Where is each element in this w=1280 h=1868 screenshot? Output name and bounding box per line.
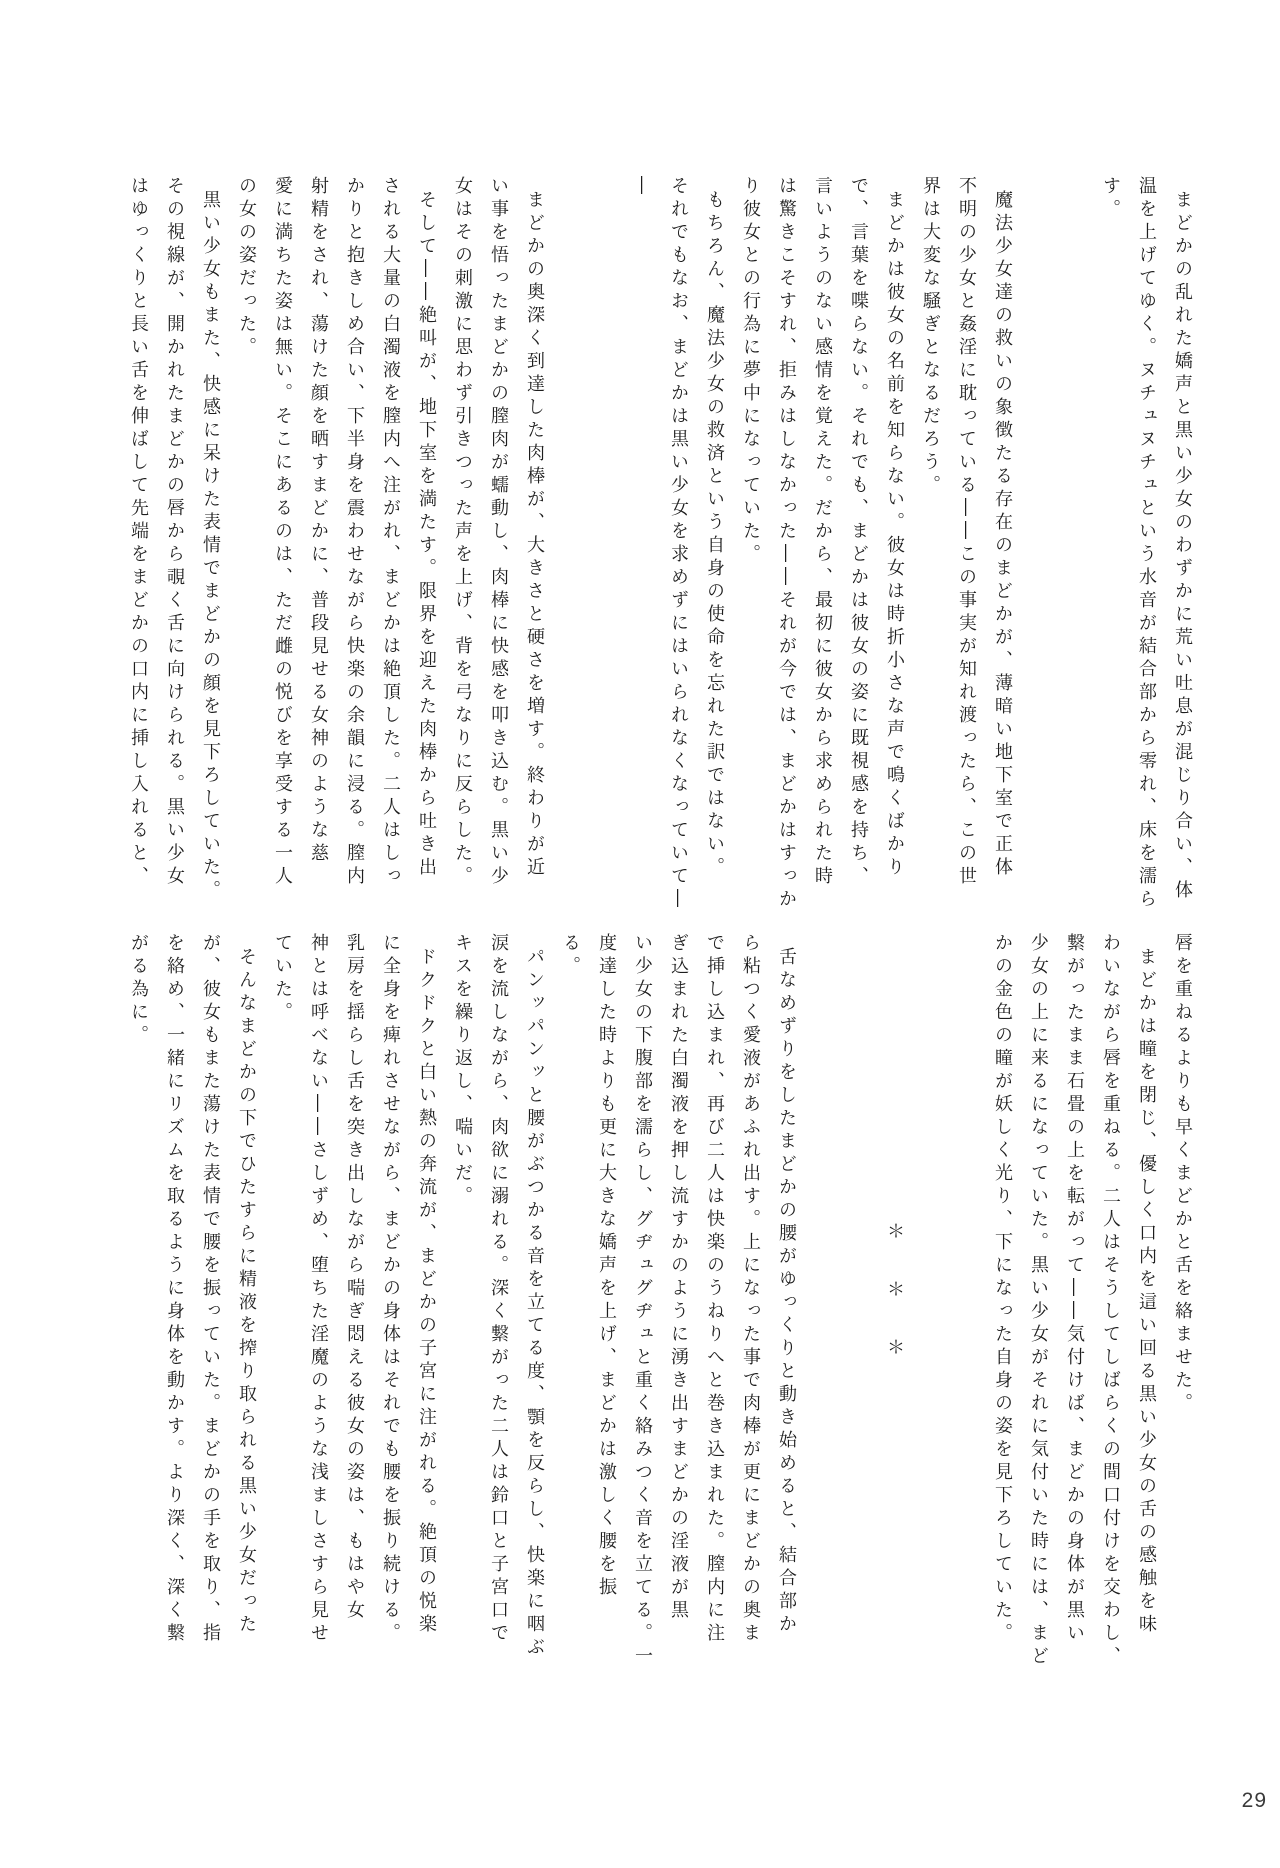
text-column: まどかは瞳を閉じ、優しく口内を這い回る黒い少女の舌の感触を味 [1137, 947, 1157, 1637]
text-column: 射精をされ、蕩けた顔を晒すまどかに、普段見せる女神のような慈 [309, 176, 329, 866]
text-column: で挿し込まれ、再び二人は快楽のうねりへと巻き込まれた。膣内に注 [705, 933, 725, 1646]
text-column: い事を悟ったまどかの膣肉が蠕動し、肉棒に快感を叩き込む。黒い少 [489, 176, 509, 889]
text-column: い少女の下腹部を濡らし、グヂュグヂュと重く絡みつく音を立てる。一 [633, 933, 653, 1669]
text-column: その視線が、開かれたまどかの唇から覗く舌に向けられる。黒い少女 [165, 176, 185, 889]
text-column: わいながら唇を重ねる。二人はそうしてしばらくの間口付けを交わし、 [1101, 933, 1121, 1669]
text-column: す。 [1101, 176, 1121, 222]
text-column: 黒い少女もまた、快感に呆けた表情でまどかの顔を見下ろしていた。 [201, 190, 221, 903]
top-text-block [121, 176, 1201, 916]
text-column: ドクドクと白い熱の奔流が、まどかの子宮に注がれる。絶頂の悦楽 [417, 947, 437, 1637]
text-column: 女はその刺激に思わず引きつった声を上げ、背を弓なりに反らした。 [453, 176, 473, 889]
text-column: もちろん、魔法少女の救済という自身の使命を忘れた訳ではない。 [705, 190, 725, 880]
text-column: は驚きこそすれ、拒みはしなかった——それが今では、まどかはすっか [777, 176, 797, 912]
top-section-2 [625, 176, 1021, 916]
text-column: り彼女との行為に夢中になっていた。 [741, 176, 761, 567]
text-column: 温を上げてゆく。ヌチュヌチュという水音が結合部から零れ、床を濡ら [1137, 176, 1157, 912]
text-column: 言いようのない感情を覚えた。だから、最初に彼女から求められた時 [813, 176, 833, 889]
text-column: 涙を流しながら、肉欲に溺れる。深く繋がった二人は鈴口と子宮口で [489, 933, 509, 1646]
text-column: を絡め、一緒にリズムを取るように身体を動かす。より深く、深く繋 [165, 933, 185, 1646]
text-column: 繋がったまま石畳の上を転がって——気付けば、まどかの身体が黒い [1065, 933, 1085, 1646]
text-column: かの金色の瞳が妖しく光り、下になった自身の姿を見下ろしていた。 [993, 933, 1013, 1646]
text-column: 神とは呼べない——さしずめ、堕ちた淫魔のような浅ましさすら見せ [309, 933, 329, 1646]
top-section-1 [1093, 176, 1201, 916]
text-column: 不明の少女と姦淫に耽っている——この事実が知れ渡ったら、この世 [957, 176, 977, 889]
text-column: パンッパンッと腰がぶつかる音を立てる度、顎を反らし、快楽に咽ぶ [525, 947, 545, 1660]
top-section-3 [121, 176, 553, 916]
text-column: 舌なめずりをしたまどかの腰がゆっくりと動き始めると、結合部か [777, 947, 797, 1637]
text-column: る。 [561, 933, 581, 979]
text-column: 乳房を揺らし舌を突き出しながら喘ぎ悶える彼女の姿は、もはや女 [345, 933, 365, 1623]
text-column: ら粘つく愛液があふれ出す。上になった事で肉棒が更にまどかの奥ま [741, 933, 761, 1646]
text-column: 唇を重ねるよりも早くまどかと舌を絡ませた。 [1173, 933, 1193, 1416]
text-column: それでもなお、まどかは黒い少女を求めずにはいられなくなっていて— [669, 176, 689, 912]
text-column: まどかは彼女の名前を知らない。彼女は時折小さな声で鳴くばかり [885, 190, 905, 880]
text-column: に全身を痺れさせながら、まどかの身体はそれでも腰を振り続ける。 [381, 933, 401, 1646]
text-column: — [633, 176, 653, 199]
text-column: 界は大変な騒ぎとなるだろう。 [921, 176, 941, 498]
text-column: まどかの乱れた嬌声と黒い少女のわずかに荒い吐息が混じり合い、体 [1173, 190, 1193, 903]
section-separator: ＊＊＊ [885, 1222, 905, 1396]
text-column: が、彼女もまた蕩けた表情で腰を振っていた。まどかの手を取り、指 [201, 933, 221, 1646]
text-column: される大量の白濁液を膣内へ注がれ、まどかは絶頂した。二人はしっ [381, 176, 401, 889]
text-column: 度達した時よりも更に大きな嬌声を上げ、まどかは激しく腰を振 [597, 933, 617, 1600]
bottom-section-1 [985, 933, 1201, 1685]
text-column: で、言葉を喋らない。それでも、まどかは彼女の姿に既視感を持ち、 [849, 176, 869, 889]
text-column: がる為に。 [129, 933, 149, 1048]
text-column: ていた。 [273, 933, 293, 1025]
bottom-section-2 [121, 933, 805, 1685]
text-column: ぎ込まれた白濁液を押し流すかのように湧き出すまどかの淫液が黒 [669, 933, 689, 1623]
bottom-text-block [121, 933, 1201, 1685]
text-column: かりと抱きしめ合い、下半身を震わせながら快楽の余韻に浸る。膣内 [345, 176, 365, 889]
text-column: 愛に満ちた姿は無い。そこにあるのは、ただ雌の悦びを享受する一人 [273, 176, 293, 889]
text-column: そして——絶叫が、地下室を満たす。限界を迎えた肉棒から吐き出 [417, 190, 437, 880]
text-column: の女の姿だった。 [237, 176, 257, 360]
page-number: 29 [1241, 1789, 1267, 1812]
text-column: まどかの奥深く到達した肉棒が、大きさと硬さを増す。終わりが近 [525, 190, 545, 880]
text-column: 少女の上に来るになっていた。黒い少女がそれに気付いた時には、まど [1029, 933, 1049, 1669]
text-column: 魔法少女達の救いの象徴たる存在のまどかが、薄暗い地下室で正体 [993, 190, 1013, 880]
text-column: はゆっくりと長い舌を伸ばして先端をまどかの口内に挿し入れると、 [129, 176, 149, 889]
text-column: そんなまどかの下でひたすらに精液を搾り取られる黒い少女だった [237, 947, 257, 1637]
text-column: キスを繰り返し、喘いだ。 [453, 933, 473, 1209]
